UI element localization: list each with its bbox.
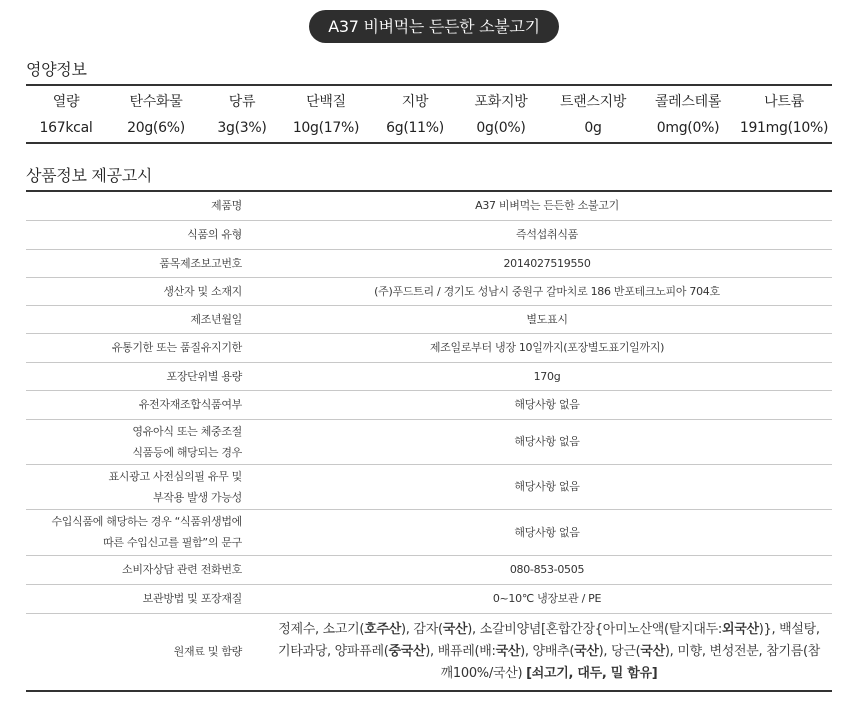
info-label: 제조년월일 [190,312,242,326]
nutrition-value-carbohydrate: 20g(6%) [127,119,185,136]
ingredient-origin-highlight: 국산 [495,643,521,659]
nutrition-value-protein: 10g(17%) [292,119,360,136]
ingredient-text: ), 미향, 변성전분, [664,643,763,659]
nutrition-header-row [26,85,832,113]
info-label: 생산자 및 소재지 [163,284,242,298]
info-label-line: 영유아식 또는 체중조절 [132,424,242,438]
nutrition-label-sodium: 나트륨 [764,93,804,110]
nutrition-label-protein: 단백질 [306,93,346,110]
info-row-producer [26,277,832,305]
info-value: 2014027519550 [503,256,591,270]
info-label: 보관방법 및 포장재질 [142,592,242,605]
info-label [26,509,246,555]
ingredient-text: 백설탕, 기타과당, 양파퓨레( [277,621,820,659]
ingredient-text: ), 당근( [598,643,641,659]
nutrition-value-sugars: 3g(3%) [217,119,267,136]
ingredient-origin-highlight: [쇠고기, 대두, 밀 함유] [526,665,658,681]
info-label-line: 표시광고 사전심의필 유무 및 [108,469,242,483]
info-label: 유통기한 또는 품질유지기한 [111,341,242,354]
info-value: A37 비벼먹는 든든한 소불고기 [475,199,619,213]
ingredient-text: ), 배퓨레(배: [425,643,496,659]
product-title-pill: A37 비벼먹는 든든한 소불고기 [309,10,559,43]
info-value: 해당사항 없음 [514,525,580,539]
info-row-product-name [26,191,832,220]
info-row-expiration [26,333,832,362]
nutrition-label-sugars: 당류 [228,93,256,110]
info-label-line: 따른 수입신고를 필함”의 문구 [103,536,242,549]
info-value: 해당사항 없음 [514,398,580,411]
info-row-package-volume [26,362,832,390]
ingredient-origin-highlight: 중국산 [388,643,426,659]
info-label-line: 식품등에 해당되는 경우 [132,445,242,459]
ingredient-text: 참기름(참깨100%/국산) [440,643,821,681]
info-label [26,464,246,509]
info-row-infant-food [26,419,832,464]
ingredient-text: )}, [758,621,776,637]
nutrition-value-sodium: 191mg(10%) [739,119,829,136]
info-label-line: 부작용 발생 가능성 [152,490,242,504]
info-row-gmo [26,390,832,419]
ingredient-origin-highlight: 외국산 [721,621,759,637]
info-value: (주)푸드트리 / 경기도 성남시 중원구 갈마치로 186 반포테크노피아 704호 [374,284,720,298]
nutrition-label-calories: 열량 [52,93,80,110]
ingredient-text: ), 양배추( [520,643,575,659]
nutrition-value-fat: 6g(11%) [386,119,444,136]
info-row-manufacture-date [26,305,832,333]
info-label: 식품의 유형 [187,228,242,241]
nutrition-value-row [26,113,832,143]
info-value: 제조일로부터 냉장 10일까지(포장별도표기일까지) [429,341,665,354]
ingredient-origin-highlight: 국산 [640,643,665,659]
ingredient-text: 정제수, 소고기( [278,621,365,637]
nutrition-label-fat: 지방 [401,93,429,110]
info-row-consumer-phone [26,555,832,584]
info-row-ingredients [26,613,832,691]
nutrition-label-carbohydrate: 탄수화물 [129,93,183,110]
ingredient-text: ), 소갈비양념[혼합간장{아미노산액(탈지대두: [467,621,722,637]
ingredient-origin-highlight: 호주산 [364,621,401,637]
info-label: 제품명 [211,199,242,213]
info-value: 170g [533,369,561,383]
ingredients-value [246,613,832,691]
info-value: 별도표시 [526,312,568,326]
info-label [26,419,246,464]
product-info-section-title: 상품정보 제공고시 [26,166,153,185]
info-row-storage [26,584,832,613]
info-label: 품목제조보고번호 [159,256,242,270]
info-label: 원재료 및 함량 [173,645,242,659]
info-label: 소비자상담 관련 전화번호 [122,563,242,576]
nutrition-table [26,84,832,144]
nutrition-value-cholesterol: 0mg(0%) [656,119,720,136]
info-label: 유전자재조합식품여부 [138,398,242,411]
nutrition-label-trans-fat: 트랜스지방 [559,93,627,110]
product-info-table [26,190,832,692]
nutrition-value-saturated-fat: 0g(0%) [476,119,526,136]
info-label-line: 수입식품에 해당하는 경우 “식품위생법에 [51,515,242,528]
info-value: 0~10℃ 냉장보관 / PE [492,592,602,605]
info-row-ad-review [26,464,832,509]
info-value: 080-853-0505 [509,563,585,576]
nutrition-value-calories: 167kcal [39,119,93,136]
nutrition-label-saturated-fat: 포화지방 [474,93,528,110]
info-value: 해당사항 없음 [514,435,580,448]
nutrition-label-cholesterol: 콜레스테롤 [654,93,722,110]
info-value: 해당사항 없음 [514,480,580,493]
ingredient-origin-highlight: 국산 [442,621,468,637]
ingredient-origin-highlight: 국산 [574,643,599,659]
info-value: 즉석섭취식품 [516,228,578,241]
nutrition-value-trans-fat: 0g [584,119,602,136]
ingredient-text: ), 감자( [401,621,443,637]
info-row-food-type [26,220,832,249]
info-row-imported-food [26,509,832,555]
info-label: 포장단위별 용량 [166,369,242,383]
info-row-report-number [26,249,832,277]
nutrition-section-title: 영양정보 [26,60,87,79]
